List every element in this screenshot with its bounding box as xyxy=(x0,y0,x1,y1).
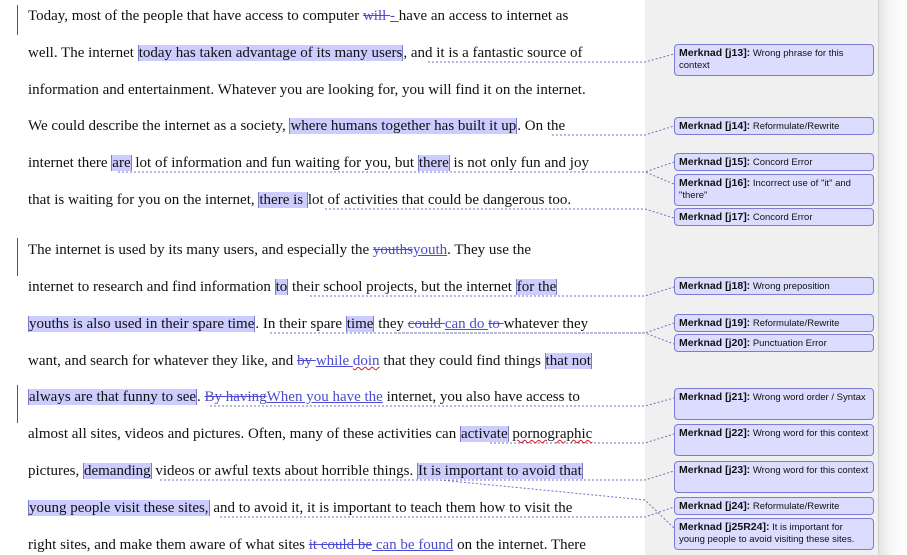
text-line[interactable] xyxy=(28,43,582,63)
text-line[interactable] xyxy=(28,116,565,136)
text-line[interactable] xyxy=(28,277,557,297)
text-run: pictures, xyxy=(28,463,83,479)
text-line[interactable] xyxy=(28,6,568,26)
comment-j13[interactable] xyxy=(674,44,874,76)
comment-text: Wrong phrase for this context xyxy=(679,48,844,71)
text-run: . xyxy=(197,389,205,405)
text-run: well. The internet xyxy=(28,45,138,61)
commented-text: demanding xyxy=(83,463,151,479)
comment-j20[interactable] xyxy=(674,334,874,352)
comment-j25r24[interactable] xyxy=(674,518,874,550)
text-run: almost all sites, videos and pictures. Often, many of these activities can xyxy=(28,426,460,442)
comment-label: Merknad [j13]: xyxy=(679,47,751,59)
comment-label: Merknad [j21]: xyxy=(679,391,751,403)
text-run: their school projects, but the internet xyxy=(288,279,516,295)
text-line[interactable] xyxy=(28,461,583,481)
text-run: internet, you also have access to xyxy=(382,389,580,405)
text-run: lot of activities that could be dangerous too. xyxy=(307,192,572,208)
deleted-text: By having xyxy=(204,389,267,405)
comment-text: Wrong word for this context xyxy=(752,428,869,439)
inserted-text: can be found xyxy=(372,537,454,553)
text-line[interactable] xyxy=(28,535,586,555)
comment-text: Wrong word for this context xyxy=(752,465,869,476)
commented-text: there xyxy=(418,155,449,171)
comment-j15[interactable] xyxy=(674,153,874,171)
comment-label: Merknad [j23]: xyxy=(679,464,751,476)
comment-j17[interactable] xyxy=(674,208,874,226)
comment-text: Wrong preposition xyxy=(752,281,830,292)
commented-text: youths is also used in their spare time xyxy=(29,316,255,332)
comment-j21[interactable] xyxy=(674,388,874,420)
deleted-text: will xyxy=(362,8,391,24)
text-run: is not only fun and joy xyxy=(449,155,589,171)
text-line[interactable] xyxy=(28,190,571,210)
inserted-text: youth xyxy=(412,242,448,258)
change-bar xyxy=(17,238,18,276)
text-run: information and entertainment. Whatever you are looking for, you will find it on the internet. xyxy=(28,82,586,98)
comment-connector-line xyxy=(325,209,674,218)
comment-label: Merknad [j24]: xyxy=(679,500,751,512)
text-run: Today, most of the people that have access to computer xyxy=(28,8,363,24)
text-line[interactable] xyxy=(28,240,531,260)
commented-text: activate xyxy=(460,426,508,442)
text-line[interactable] xyxy=(28,424,592,444)
comment-j24[interactable] xyxy=(674,497,874,515)
comment-label: Merknad [j20]: xyxy=(679,337,751,349)
commented-text: young people visit these sites, xyxy=(29,500,209,516)
text-run: and to avoid it, it is important to teach them how to visit the xyxy=(209,500,573,516)
change-bar xyxy=(17,5,18,35)
text-run: internet to research and find information xyxy=(28,279,275,295)
comment-text: Punctuation Error xyxy=(752,338,827,349)
comment-j16[interactable] xyxy=(674,174,874,206)
text-line[interactable] xyxy=(28,314,588,334)
comment-j22[interactable] xyxy=(674,424,874,456)
comment-label: Merknad [j17]: xyxy=(679,211,751,223)
text-run: We could describe the internet as a society, xyxy=(28,118,290,134)
misspelled-text: pornographic xyxy=(512,426,593,442)
comment-label: Merknad [j14]: xyxy=(679,120,751,132)
text-run: internet there xyxy=(28,155,112,171)
inserted-text: while xyxy=(315,353,353,369)
text-run: videos or awful texts about horrible things. xyxy=(151,463,418,479)
comment-text: Reformulate/Rewrite xyxy=(752,501,840,512)
commented-text: time xyxy=(346,316,374,332)
change-bar xyxy=(17,385,18,423)
text-run: they xyxy=(374,316,408,332)
comment-label: Merknad [j19]: xyxy=(679,317,751,329)
comment-text: Incorrect use of "it" and "there" xyxy=(679,178,851,201)
text-run: that is waiting for you on the internet, xyxy=(28,192,259,208)
comment-j14[interactable] xyxy=(674,117,874,135)
comment-connector-line xyxy=(395,333,674,344)
comment-connector-line xyxy=(552,126,674,135)
commented-text: where humans together has built it up xyxy=(290,118,517,134)
comment-j23[interactable] xyxy=(674,461,874,493)
text-run: . On the xyxy=(517,118,566,134)
comment-text: Reformulate/Rewrite xyxy=(752,121,840,132)
comment-connector-line xyxy=(478,172,674,184)
text-run: whatever they xyxy=(503,316,589,332)
deleted-text: youths xyxy=(372,242,413,258)
text-run: The internet is used by its many users, and especially the xyxy=(28,242,373,258)
text-line[interactable] xyxy=(28,80,586,100)
commented-text: for the xyxy=(516,279,557,295)
text-run: lot of information and fun waiting for you, but xyxy=(131,155,418,171)
text-line[interactable] xyxy=(28,153,589,173)
comment-text: Wrong word order / Syntax xyxy=(752,392,866,403)
commented-text: to xyxy=(275,279,288,295)
comment-label: Merknad [j22]: xyxy=(679,427,751,439)
inserted-text: doin xyxy=(352,353,380,369)
text-run: right sites, and make them aware of what sites xyxy=(28,537,309,553)
deleted-text: could xyxy=(407,316,445,332)
inserted-text: - xyxy=(390,8,399,24)
text-line[interactable] xyxy=(28,351,592,371)
inserted-text: When you have the xyxy=(266,389,383,405)
text-run: , and it is a fantastic source of xyxy=(403,45,583,61)
comment-text: It is important for young people to avoid visiting these sites. xyxy=(679,522,855,545)
commented-text: that not xyxy=(545,353,591,369)
comment-label: Merknad [j18]: xyxy=(679,280,751,292)
text-run: have an access to internet as xyxy=(398,8,569,24)
comment-text: Reformulate/Rewrite xyxy=(752,318,840,329)
commented-text: It is important to avoid that xyxy=(418,463,582,479)
comment-text: Concord Error xyxy=(752,212,813,223)
text-run: on the internet. There xyxy=(453,537,586,553)
deleted-text: to xyxy=(488,316,504,332)
commented-text: today has taken advantage of its many users xyxy=(138,45,403,61)
comment-label: Merknad [j15]: xyxy=(679,156,751,168)
comment-j19[interactable] xyxy=(674,314,874,332)
text-run: . In their spare xyxy=(255,316,346,332)
text-run: want, and search for whatever they like, and xyxy=(28,353,298,369)
commented-text: there is xyxy=(259,192,307,208)
comment-j18[interactable] xyxy=(674,277,874,295)
commented-text: are xyxy=(112,155,131,171)
text-line[interactable] xyxy=(28,498,572,518)
inserted-text: can do xyxy=(444,316,489,332)
deleted-text: it could be xyxy=(308,537,373,553)
comment-label: Merknad [j16]: xyxy=(679,177,751,189)
text-run: . They use the xyxy=(447,242,531,258)
text-run: that they could find things xyxy=(379,353,545,369)
commented-text: always are that funny to see xyxy=(29,389,197,405)
comment-label: Merknad [j25R24]: xyxy=(679,521,770,533)
deleted-text: by xyxy=(297,353,316,369)
text-line[interactable] xyxy=(28,387,580,407)
comment-text: Concord Error xyxy=(752,157,813,168)
